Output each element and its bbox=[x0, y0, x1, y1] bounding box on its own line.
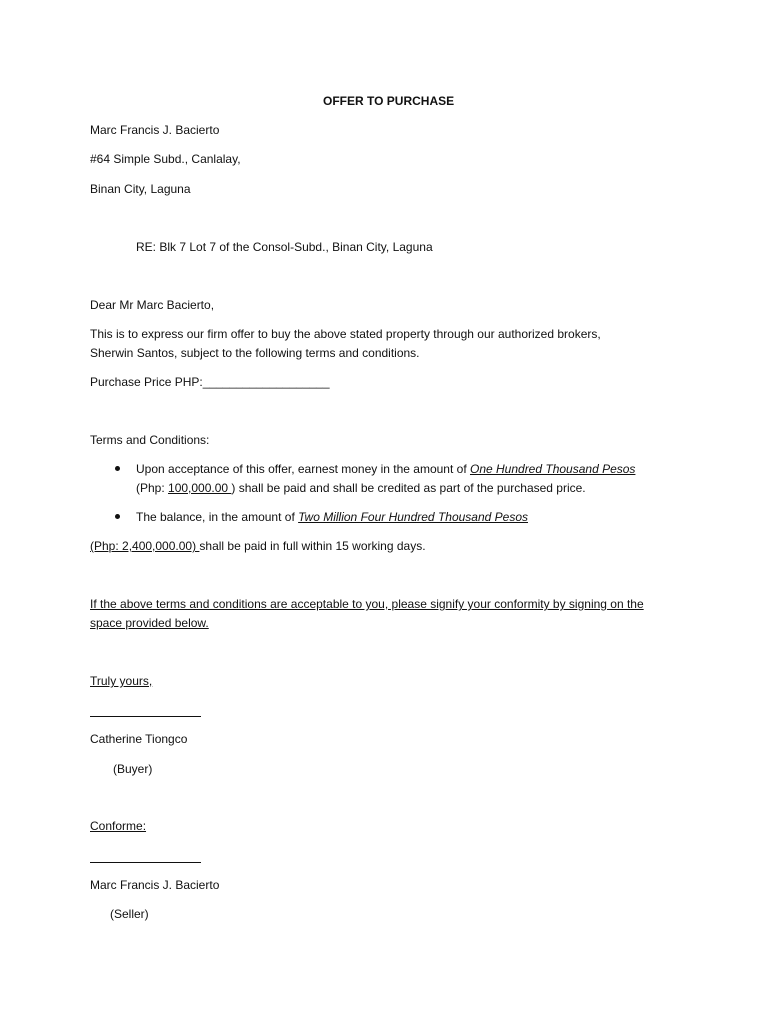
terms-heading: Terms and Conditions: bbox=[90, 433, 210, 447]
seller-signature-line bbox=[90, 862, 201, 863]
recipient-address-line1: #64 Simple Subd., Canlalay, bbox=[90, 152, 241, 166]
term1-line2-prefix: (Php: bbox=[136, 481, 169, 495]
term2-line1 bbox=[136, 509, 528, 525]
bullet-icon bbox=[115, 466, 120, 471]
term2-prefix: The balance, in the amount of bbox=[136, 510, 299, 524]
re-line: RE: Blk 7 Lot 7 of the Consol-Subd., Binan City, Laguna bbox=[136, 240, 433, 254]
term2-amount-number: (Php: 2,400,000.00) bbox=[90, 539, 200, 553]
term2-line2 bbox=[90, 538, 426, 554]
buyer-name: Catherine Tiongco bbox=[90, 732, 188, 746]
term1-line2 bbox=[136, 480, 586, 496]
term1-line1 bbox=[136, 461, 635, 477]
term2-amount-words: Two Million Four Hundred Thousand Pesos bbox=[298, 510, 528, 524]
purchase-price-line bbox=[90, 374, 330, 390]
term1-amount-number: 100,000.00 bbox=[168, 481, 232, 495]
purchase-price-blank: ___________________ bbox=[202, 375, 330, 389]
buyer-role: (Buyer) bbox=[113, 762, 153, 776]
buyer-signature-line bbox=[90, 716, 201, 717]
recipient-address-line2: Binan City, Laguna bbox=[90, 182, 191, 196]
bullet-icon bbox=[115, 514, 120, 519]
closing: Truly yours, bbox=[90, 674, 153, 688]
term1-line2-suffix: ) shall be paid and shall be credited as part of the purchased price. bbox=[231, 481, 586, 495]
term2-line2-suffix: shall be paid in full within 15 working days. bbox=[199, 539, 426, 553]
conformity-line1: If the above terms and conditions are acceptable to you, please signify your conformity by signing on the bbox=[90, 597, 644, 611]
term1-amount-words: One Hundred Thousand Pesos bbox=[469, 462, 636, 476]
recipient-name: Marc Francis J. Bacierto bbox=[90, 123, 220, 137]
conformity-line2: space provided below. bbox=[90, 616, 209, 630]
conforme-label: Conforme: bbox=[90, 819, 147, 833]
intro-line2: Sherwin Santos, subject to the following terms and conditions. bbox=[90, 346, 420, 360]
term1-prefix: Upon acceptance of this offer, earnest money in the amount of bbox=[136, 462, 470, 476]
salutation: Dear Mr Marc Bacierto, bbox=[90, 298, 215, 312]
document-title: OFFER TO PURCHASE bbox=[323, 94, 455, 108]
intro-line1: This is to express our firm offer to buy the above stated property through our authorized brokers, bbox=[90, 327, 601, 341]
seller-name: Marc Francis J. Bacierto bbox=[90, 878, 220, 892]
purchase-price-label: Purchase Price PHP: bbox=[90, 375, 203, 389]
seller-role: (Seller) bbox=[110, 907, 149, 921]
